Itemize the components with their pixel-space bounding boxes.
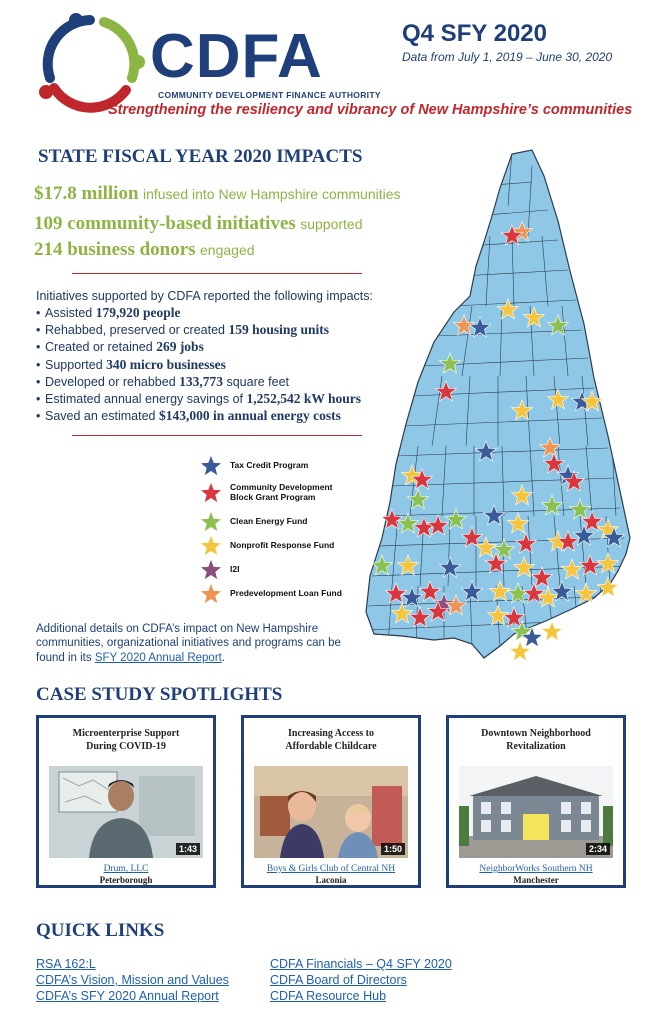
org-link[interactable]: Drum, LLC	[103, 864, 149, 874]
legend-item-cdbg: Community Development Block Grant Program	[200, 482, 348, 504]
quick-links-heading: QUICK LINKS	[36, 920, 165, 941]
video-thumbnail[interactable]	[459, 766, 613, 858]
link-resource-hub[interactable]: CDFA Resource Hub	[270, 989, 387, 1003]
highlight-initiatives	[34, 213, 363, 235]
list-item: • Saved an estimated $143,000 in annual energy costs	[36, 408, 341, 424]
impact-list	[36, 305, 361, 425]
legend-item-clean-energy: Clean Energy Fund	[200, 511, 307, 533]
star-icon	[200, 583, 222, 605]
list-item: • Supported 340 micro businesses	[36, 356, 226, 372]
town-name: Peterborough	[99, 875, 153, 885]
video-duration: 1:43	[176, 843, 200, 855]
list-item: • Developed or rehabbed 133,773 square feet	[36, 373, 290, 389]
case-study-card-drum[interactable]	[36, 715, 216, 888]
logo-wordmark: CDFA	[150, 22, 323, 91]
highlight-value: $17.8 million	[34, 183, 139, 204]
list-item: • Estimated annual energy savings of 1,252,542 kW hours	[36, 390, 362, 406]
star-icon	[200, 455, 222, 477]
highlight-donors	[34, 239, 255, 261]
star-icon	[200, 511, 222, 533]
star-icon	[200, 559, 222, 581]
impacts-heading: STATE FISCAL YEAR 2020 IMPACTS	[38, 146, 363, 167]
case-study-card-neighborworks[interactable]	[446, 715, 626, 888]
logo-subtitle: COMMUNITY DEVELOPMENT FINANCE AUTHORITY	[158, 90, 381, 100]
org-link[interactable]: NeighborWorks Southern NH	[479, 864, 593, 874]
video-thumbnail[interactable]	[49, 766, 203, 858]
divider	[72, 435, 362, 436]
video-thumbnail[interactable]	[254, 766, 408, 858]
data-range: Data from July 1, 2019 – June 30, 2020	[402, 50, 613, 64]
nh-map	[362, 146, 634, 666]
star-icon	[200, 535, 222, 557]
video-duration: 1:50	[381, 843, 405, 855]
video-duration: 2:34	[586, 843, 610, 855]
impacts-intro: Initiatives supported by CDFA reported the following impacts:	[36, 289, 373, 303]
highlight-value: 214 business donors	[34, 239, 196, 260]
card-title: Increasing Access to Affordable Childcare	[285, 728, 377, 752]
highlight-funding	[34, 183, 401, 205]
highlight-value: 109 community-based initiatives	[34, 213, 296, 234]
legend-item-predevelopment: Predevelopment Loan Fund	[200, 583, 342, 605]
legend-item-nonprofit-response: Nonprofit Response Fund	[200, 535, 334, 557]
star-icon	[200, 482, 222, 504]
link-rsa-162l[interactable]: RSA 162:L	[36, 957, 96, 971]
highlight-text: infused into New Hampshire communities	[142, 186, 401, 202]
highlight-text: supported	[300, 216, 363, 232]
legend-item-tax-credit: Tax Credit Program	[200, 455, 308, 477]
card-title: Microenterprise Support During COVID-19	[72, 728, 180, 752]
divider	[72, 273, 362, 274]
link-board-of-directors[interactable]: CDFA Board of Directors	[270, 973, 407, 987]
list-item: • Created or retained 269 jobs	[36, 339, 204, 355]
case-study-heading: CASE STUDY SPOTLIGHTS	[36, 684, 283, 705]
town-name: Manchester	[513, 875, 559, 885]
tagline: Strengthening the resiliency and vibrancy of New Hampshire’s communities	[108, 102, 633, 118]
highlight-text: engaged	[200, 242, 255, 258]
map-star-marker	[542, 621, 563, 641]
annual-report-link[interactable]: SFY 2020 Annual Report	[94, 651, 222, 664]
link-vision-mission[interactable]: CDFA’s Vision, Mission and Values	[36, 973, 229, 987]
details-paragraph: Additional details on CDFA’s impact on New Hampshire communities, organizational initiatives and programs can be found in its SFY 2020 Annual Report.	[36, 623, 341, 664]
legend-item-i2i: I2I	[200, 559, 239, 581]
org-link[interactable]: Boys & Girls Club of Central NH	[266, 864, 396, 874]
case-study-card-childcare[interactable]	[241, 715, 421, 888]
report-title: Q4 SFY 2020	[402, 20, 547, 47]
card-title: Downtown Neighborhood Revitalization	[481, 728, 591, 752]
list-item: • Rehabbed, preserved or created 159 housing units	[36, 322, 329, 338]
town-name: Laconia	[315, 875, 347, 885]
list-item: • Assisted 179,920 people	[36, 305, 181, 320]
link-financials[interactable]: CDFA Financials – Q4 SFY 2020	[270, 957, 452, 971]
link-annual-report[interactable]: CDFA’s SFY 2020 Annual Report	[36, 989, 219, 1003]
